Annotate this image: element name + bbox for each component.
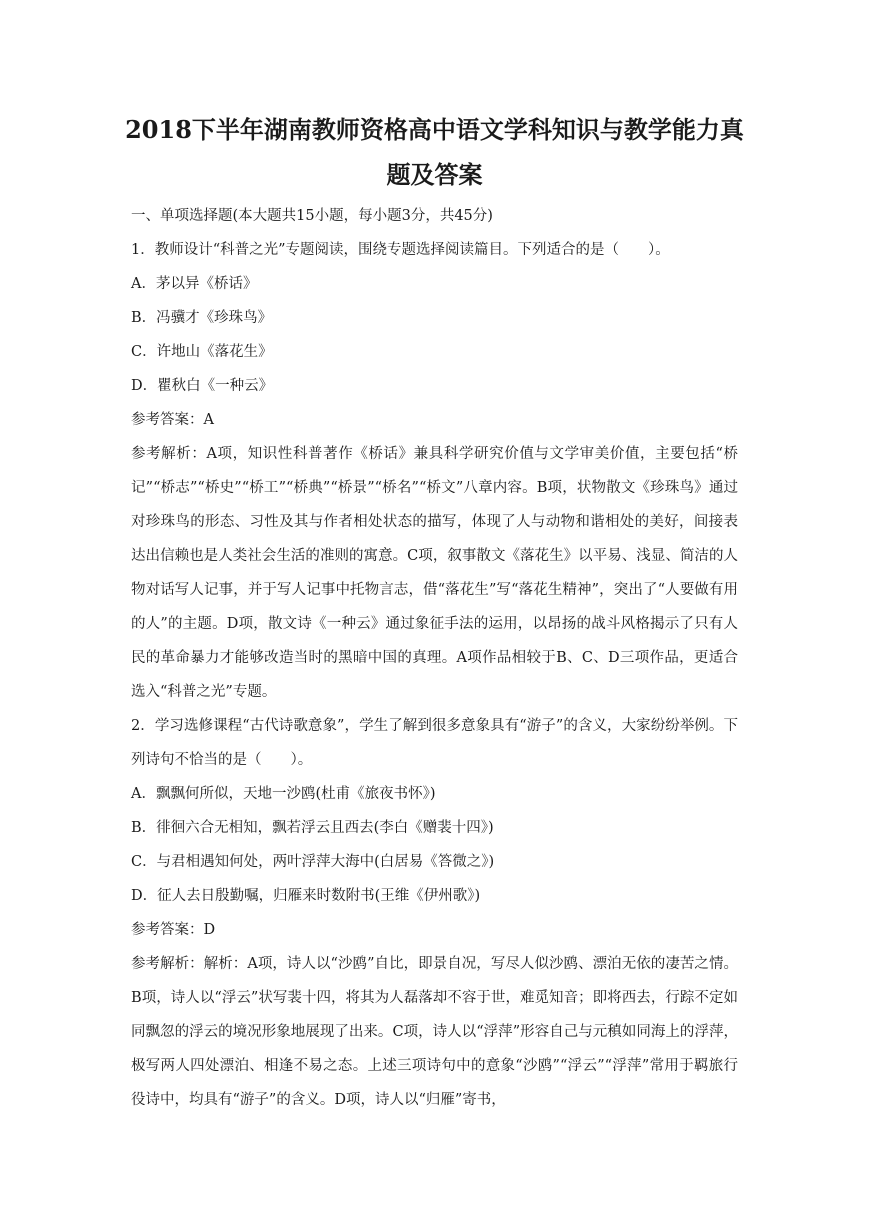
question-1-option-d: D．瞿秋白《一种云》	[131, 378, 274, 394]
question-2-option-d: D．征人去日殷勤嘱，归雁来时数附书(王维《伊州歌》)	[131, 888, 481, 904]
question-1-stem: 1．教师设计“科普之光”专题阅读，围绕专题选择阅读篇目。下列适合的是（ ）。	[131, 242, 670, 258]
question-1-answer: 参考答案：A	[131, 412, 214, 428]
document-title-line-2: 题及答案	[386, 160, 483, 189]
question-1-option-b: B．冯骥才《珍珠鸟》	[131, 310, 273, 326]
question-1-analysis: 参考解析：A项，知识性科普著作《桥话》兼具科学研究价值与文学审美价值，主要包括“桥记”“桥志”“桥史”“桥工”“桥典”“桥景”“桥名”“桥文”八章内容。B项，状物散文《珍珠鸟》通过对珍珠鸟的形态、习性及其与作者相处状态的描写，体现了人与动物和谐相处的美好，间接表达出信赖也是人类社会生活的准则的寓意。C项，叙事散文《落花生》以平易、浅显、简洁的人物对话写人记事，并于写人记事中托物言志，借“落花生”写“落花生精神”，突出了“人要做有用的人”的主题。D项，散文诗《一种云》通过象征手法的运用，以昂扬的战斗风格揭示了只有人民的革命暴力才能够改造当时的黑暗中国的真理。A项作品相较于B、C、D三项作品，更适合选入“科普之光”专题。	[131, 446, 738, 700]
document-title-line-1: 2018下半年湖南教师资格高中语文学科知识与教学能力真	[125, 115, 744, 144]
question-2-analysis: 参考解析：解析：A项，诗人以“沙鸥”自比，即景自况，写尽人似沙鸥、漂泊无依的凄苦之情。B项，诗人以“浮云”状写裴十四，将其为人磊落却不容于世，难觅知音；即将西去，行踪不定如同飘忽的浮云的境况形象地展现了出来。C项，诗人以“浮萍”形容自己与元稹如同海上的浮萍，极写两人四处漂泊、相逢不易之态。上述三项诗句中的意象“沙鸥”“浮云”“浮萍”常用于羁旅行役诗中，均具有“游子”的含义。D项，诗人以“归雁”寄书，	[131, 956, 738, 1108]
question-2-answer: 参考答案：D	[131, 922, 216, 938]
question-2-option-c: C．与君相遇知何处，两叶浮萍大海中(白居易《答微之》)	[131, 854, 495, 870]
question-2-option-b: B．徘徊六合无相知，飘若浮云且西去(李白《赠裴十四》)	[131, 820, 494, 836]
question-2-stem: 2．学习选修课程“古代诗歌意象”，学生了解到很多意象具有“游子”的含义，大家纷纷举例。下列诗句不恰当的是（ ）。	[131, 718, 738, 768]
question-1-option-c: C．许地山《落花生》	[131, 344, 273, 360]
section-heading: 一、单项选择题(本大题共15小题，每小题3分，共45分)	[131, 208, 493, 224]
question-2-option-a: A．飘飘何所似，天地一沙鸥(杜甫《旅夜书怀》)	[131, 786, 436, 802]
question-1-option-a: A．茅以异《桥话》	[131, 276, 258, 292]
